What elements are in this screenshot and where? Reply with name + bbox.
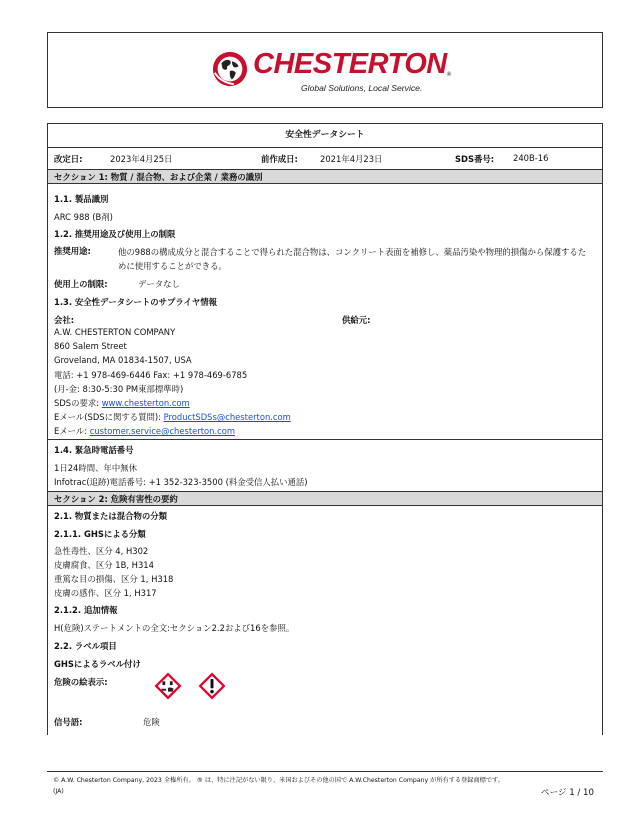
- email-label: Eメール:: [54, 426, 88, 436]
- previous-label: 前作成日:: [261, 154, 298, 164]
- exclamation-pictogram-icon: [198, 672, 226, 700]
- classification-item: 皮膚の感作、区分 1, H317: [54, 588, 157, 598]
- language-code: (JA): [53, 788, 64, 795]
- page-number: ページ 1 / 10: [540, 788, 594, 798]
- date-row: [48, 147, 602, 170]
- product-sds-email-link[interactable]: ProductSDSs@chesterton.com: [163, 412, 291, 422]
- email-sds-row: [54, 411, 291, 423]
- s211-heading: 2.1.1. GHSによる分類: [54, 529, 146, 539]
- brand-name: CHESTERTON®: [253, 48, 451, 80]
- company-line: 860 Salem Street: [54, 341, 127, 351]
- s212-heading: 2.1.2. 追加情報: [54, 605, 118, 615]
- company-label: 会社:: [54, 315, 75, 325]
- sds-number-value: 240B-16: [513, 153, 549, 163]
- sds-content: [47, 123, 603, 735]
- signal-word-label: 信号語:: [54, 717, 83, 727]
- sds-number-label: SDS番号:: [455, 154, 495, 164]
- classification-item: 急性毒性、区分 4, H302: [54, 546, 149, 556]
- company-line: 電話: +1 978-469-6446 Fax: +1 978-469-6785: [54, 370, 248, 380]
- restriction-value: データなし: [138, 279, 180, 289]
- previous-value: 2021年4月23日: [320, 154, 383, 164]
- classification-item: 重篤な目の損傷、区分 1, H318: [54, 574, 174, 584]
- section-2-header: セクション 2: 危険有害性の要約: [48, 491, 602, 506]
- website-link[interactable]: www.chesterton.com: [101, 398, 190, 408]
- product-identifier: ARC 988 (B剤): [54, 212, 113, 222]
- company-line: (月-金: 8:30-5:30 PM東部標準時): [54, 384, 184, 394]
- section-1-header: セクション 1: 物質 / 混合物、および企業 / 業務の識別: [48, 169, 602, 184]
- email-sds-label: Eメール(SDSに関する質問):: [54, 412, 161, 422]
- sds-request-label: SDSの要求:: [54, 398, 100, 408]
- s14-heading: 1.4. 緊急時電話番号: [54, 445, 134, 455]
- corrosion-pictogram-icon: [154, 672, 182, 700]
- signal-word-value: 危険: [143, 717, 160, 727]
- copyright-note: © A.W. Chesterton Company, 2023 全権所有。 ® は、特に注記がない限り、米国およびその他の国で A.W.Chesterton Company が所有する登録商標です。: [53, 777, 504, 784]
- logo-box: [47, 32, 603, 108]
- globe-icon: [211, 50, 249, 88]
- company-line: Groveland, MA 01834-1507, USA: [54, 355, 192, 365]
- use-label: 推奨用途:: [54, 246, 91, 256]
- s21-heading: 2.1. 物質または混合物の分類: [54, 511, 168, 521]
- s13-heading: 1.3. 安全性データシートのサプライヤ情報: [54, 297, 218, 307]
- ghs-label-heading: GHSによるラベル付け: [54, 659, 141, 669]
- s11-heading: 1.1. 製品識別: [54, 194, 109, 204]
- document-title: 安全性データシート: [48, 124, 602, 148]
- revision-value: 2023年4月25日: [110, 154, 173, 164]
- pictogram-label: 危険の絵表示:: [54, 677, 108, 687]
- company-line: A.W. CHESTERTON COMPANY: [54, 327, 176, 337]
- divider: [48, 439, 602, 440]
- use-text: 他の988の構成成分と混合することで得られた混合物は、コンクリート表面を補修し、薬品汚染や物理的損傷から保護するために使用することができる。: [118, 247, 587, 271]
- restriction-label: 使用上の制限:: [54, 279, 108, 289]
- emergency-line: 1日24時間、年中無休: [54, 463, 137, 473]
- footer-divider: [47, 771, 603, 772]
- classification-item: 皮膚腐食、区分 1B, H314: [54, 560, 154, 570]
- emergency-line: Infotrac(追跡)電話番号: +1 352-323-3500 (料金受信人払い通話): [54, 477, 308, 487]
- customer-service-email-link[interactable]: customer.service@chesterton.com: [89, 426, 236, 436]
- chesterton-logo: [211, 47, 451, 95]
- s22-heading: 2.2. ラベル項目: [54, 641, 117, 651]
- sds-request-row: [54, 397, 190, 409]
- brand-tagline: Global Solutions, Local Service.: [301, 83, 423, 93]
- revision-label: 改定日:: [54, 154, 83, 164]
- supplier-label: 供給元:: [342, 315, 371, 325]
- additional-info: H(危険)ステートメントの全文:セクション2.2および16を参照。: [54, 623, 295, 633]
- s12-heading: 1.2. 推奨用途及び使用上の制限: [54, 229, 176, 239]
- email-row: [54, 425, 235, 437]
